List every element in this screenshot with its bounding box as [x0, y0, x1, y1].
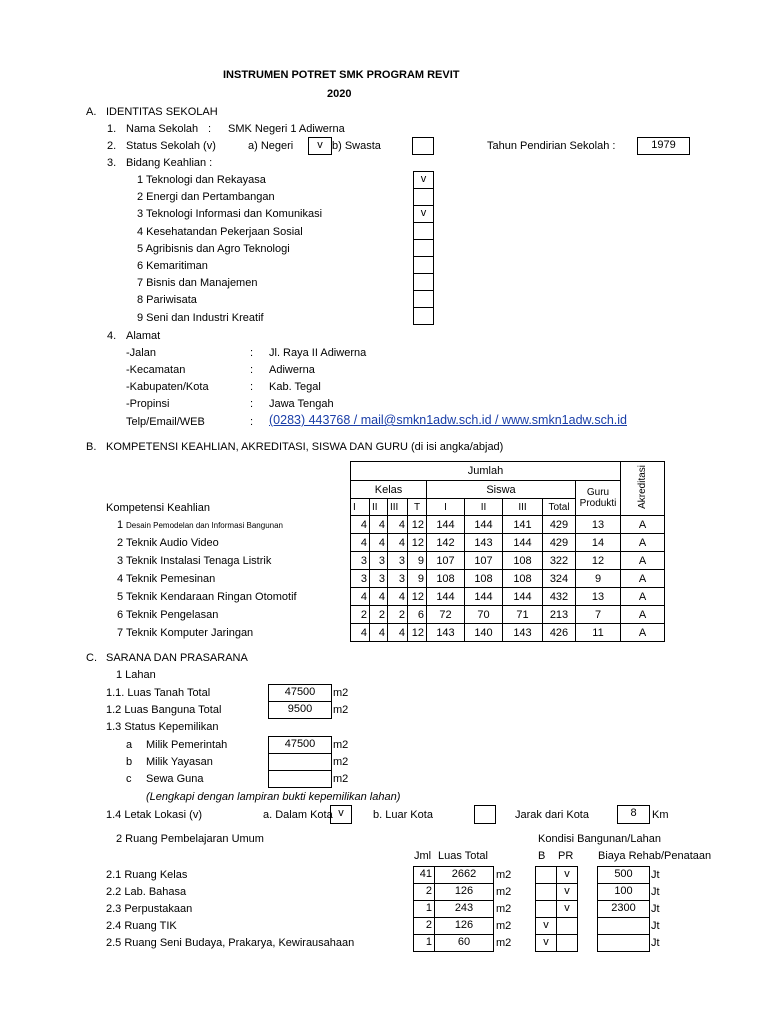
- kompetensi-cell-guru[interactable]: 14: [576, 534, 621, 552]
- kompetensi-name: Teknik Pengelasan: [126, 609, 219, 621]
- col-jml-header: Jml: [414, 850, 432, 862]
- kompetensi-cell-k2[interactable]: 4: [370, 534, 388, 552]
- kompetensi-name: Teknik Kendaraan Ringan Otomotif: [126, 591, 297, 603]
- ruang-kondisi-pr[interactable]: [556, 934, 578, 952]
- kompetensi-cell-k2[interactable]: 3: [370, 570, 388, 588]
- telp-label: Telp/Email/WEB: [126, 416, 205, 428]
- bidang-checkbox[interactable]: [413, 290, 434, 308]
- lengkapi-note: (Lengkapi dengan lampiran bukti kepemilikan lahan): [146, 791, 401, 803]
- negeri-label: a) Negeri: [248, 140, 294, 152]
- kompetensi-cell-s1[interactable]: 107: [427, 552, 465, 570]
- telp-colon: :: [250, 416, 254, 428]
- nama-colon: :: [208, 123, 212, 135]
- status-sekolah-label: Status Sekolah (v): [126, 140, 216, 152]
- ruang-kondisi-b[interactable]: [535, 883, 557, 901]
- kompetensi-cell-guru[interactable]: 7: [576, 606, 621, 624]
- kompetensi-cell-st[interactable]: 213: [543, 606, 576, 624]
- ruang-kondisi-b[interactable]: v: [535, 917, 557, 935]
- unit-jt: Jt: [651, 903, 660, 915]
- kompetensi-cell-s2[interactable]: 140: [465, 624, 503, 642]
- lahan-label: 1 Lahan: [116, 669, 156, 681]
- bidang-checkbox[interactable]: [413, 307, 434, 325]
- kompetensi-name: Teknik Pemesinan: [126, 573, 216, 585]
- section-c-letter: C.: [86, 652, 97, 664]
- kompetensi-cell-k1[interactable]: 4: [351, 624, 370, 642]
- unit-jt: Jt: [651, 920, 660, 932]
- alamat-field-label: -Jalan: [126, 347, 156, 359]
- kepemilikan-value[interactable]: [268, 770, 332, 788]
- alamat-field-label: -Kabupaten/Kota: [126, 381, 209, 393]
- kompetensi-cell-k1[interactable]: 4: [351, 534, 370, 552]
- bidang-checkbox[interactable]: [413, 188, 434, 206]
- kompetensi-cell-s1[interactable]: 143: [427, 624, 465, 642]
- alamat-label: Alamat: [126, 330, 161, 342]
- unit-m2: m2: [496, 920, 512, 932]
- nama-sekolah-label: Nama Sekolah: [126, 123, 199, 135]
- kelas-col-header: I: [351, 499, 370, 516]
- luas-tanah-label: 1.1. Luas Tanah Total: [106, 687, 211, 699]
- kompetensi-cell-akr[interactable]: A: [621, 606, 665, 624]
- kompetensi-cell-k1[interactable]: 2: [351, 606, 370, 624]
- unit-m2: m2: [333, 704, 349, 716]
- letak-lokasi-label: 1.4 Letak Lokasi (v): [106, 809, 202, 821]
- kompetensi-number: 5: [117, 591, 124, 603]
- kompetensi-name: Teknik Instalasi Tenaga Listrik: [126, 555, 272, 567]
- ruang-luas[interactable]: 2662: [434, 866, 494, 884]
- ruang-luas[interactable]: 126: [434, 917, 494, 935]
- kompetensi-cell-st[interactable]: 324: [543, 570, 576, 588]
- unit-m2: m2: [333, 687, 349, 699]
- kompetensi-cell-s3[interactable]: 141: [503, 516, 543, 534]
- kompetensi-number: 4: [117, 573, 124, 585]
- kelas-header: Kelas: [351, 481, 427, 499]
- unit-m2: m2: [333, 756, 349, 768]
- bidang-checkbox[interactable]: [413, 222, 434, 240]
- kelas-col-header: T: [408, 499, 427, 516]
- kompetensi-cell-k3[interactable]: 3: [388, 570, 408, 588]
- kompetensi-cell-k1[interactable]: 3: [351, 552, 370, 570]
- kompetensi-cell-s3[interactable]: 143: [503, 624, 543, 642]
- bidang-checkbox[interactable]: v: [413, 205, 434, 223]
- alamat-colon: :: [250, 347, 254, 359]
- ruang-biaya[interactable]: [597, 917, 650, 935]
- kompetensi-cell-k2[interactable]: 2: [370, 606, 388, 624]
- kompetensi-row: [351, 516, 665, 534]
- bidang-checkbox[interactable]: v: [413, 171, 434, 189]
- bidang-item: 2 Energi dan Pertambangan: [137, 191, 275, 203]
- ruang-kondisi-pr[interactable]: v: [556, 883, 578, 901]
- kompetensi-cell-s3[interactable]: 144: [503, 588, 543, 606]
- ruang-kondisi-pr[interactable]: v: [556, 866, 578, 884]
- bidang-item: 9 Seni dan Industri Kreatif: [137, 312, 264, 324]
- alamat-field-value: Kab. Tegal: [269, 381, 321, 393]
- section-a-heading: IDENTITAS SEKOLAH: [106, 106, 218, 118]
- kompetensi-cell-kt[interactable]: 12: [408, 588, 427, 606]
- kompetensi-row: [351, 588, 665, 606]
- kompetensi-cell-akr[interactable]: A: [621, 570, 665, 588]
- kompetensi-row: [351, 624, 665, 642]
- unit-m2: m2: [333, 773, 349, 785]
- kompetensi-row: [351, 534, 665, 552]
- luas-tanah-value[interactable]: 47500: [268, 684, 332, 702]
- kompetensi-cell-s3[interactable]: 144: [503, 534, 543, 552]
- bidang-checkbox[interactable]: [413, 239, 434, 257]
- kondisi-label: Kondisi Bangunan/Lahan: [538, 833, 661, 845]
- jarak-unit: Km: [652, 809, 669, 821]
- section-b-letter: B.: [86, 441, 97, 453]
- kompetensi-cell-s2[interactable]: 144: [465, 588, 503, 606]
- ruang-label: 2.1 Ruang Kelas: [106, 869, 188, 881]
- col-b-header: B: [538, 850, 546, 862]
- unit-m2: m2: [496, 869, 512, 881]
- kompetensi-cell-kt[interactable]: 9: [408, 552, 427, 570]
- unit-m2: m2: [496, 937, 512, 949]
- bidang-item: 7 Bisnis dan Manajemen: [137, 277, 258, 289]
- bidang-item: 6 Kemaritiman: [137, 260, 208, 272]
- kompetensi-name: Teknik Audio Video: [126, 537, 219, 549]
- bidang-number: 3.: [107, 157, 117, 169]
- kepemilikan-letter: b: [126, 756, 133, 768]
- section-c-heading: SARANA DAN PRASARANA: [106, 652, 248, 664]
- kompetensi-cell-kt[interactable]: 6: [408, 606, 427, 624]
- jumlah-header: Jumlah: [351, 462, 621, 481]
- kelas-col-header: III: [388, 499, 408, 516]
- kompetensi-cell-kt[interactable]: 12: [408, 516, 427, 534]
- negeri-checkbox[interactable]: v: [308, 137, 332, 155]
- kepemilikan-value[interactable]: [268, 753, 332, 771]
- kompetensi-number: 1: [117, 519, 124, 531]
- kompetensi-cell-s2[interactable]: 70: [465, 606, 503, 624]
- unit-m2: m2: [333, 739, 349, 751]
- siswa-col-header: III: [503, 499, 543, 516]
- kepemilikan-label: Milik Yayasan: [146, 756, 213, 768]
- ruang-luas[interactable]: 126: [434, 883, 494, 901]
- unit-jt: Jt: [651, 886, 660, 898]
- kompetensi-cell-k3[interactable]: 4: [388, 534, 408, 552]
- ruang-jml[interactable]: 2: [413, 917, 435, 935]
- kompetensi-cell-st[interactable]: 429: [543, 516, 576, 534]
- kompetensi-cell-guru[interactable]: 9: [576, 570, 621, 588]
- ruang-luas[interactable]: 243: [434, 900, 494, 918]
- alamat-number: 4.: [107, 330, 117, 342]
- siswa-col-header: I: [427, 499, 465, 516]
- document-year: 2020: [327, 88, 352, 100]
- kompetensi-cell-s3[interactable]: 108: [503, 570, 543, 588]
- kompetensi-cell-kt[interactable]: 12: [408, 534, 427, 552]
- kelas-col-header: II: [370, 499, 388, 516]
- ruang-luas[interactable]: 60: [434, 934, 494, 952]
- akreditasi-header-text: Akreditasi: [637, 465, 648, 509]
- ruang-kondisi-b[interactable]: [535, 900, 557, 918]
- jarak-value[interactable]: 8: [617, 805, 650, 824]
- kompetensi-cell-akr[interactable]: A: [621, 534, 665, 552]
- status-number: 2.: [107, 140, 117, 152]
- kompetensi-cell-k2[interactable]: 4: [370, 588, 388, 606]
- ruang-kondisi-pr[interactable]: v: [556, 900, 578, 918]
- kompetensi-cell-s1[interactable]: 144: [427, 588, 465, 606]
- bidang-keahlian-label: Bidang Keahlian :: [126, 157, 213, 169]
- kompetensi-cell-s1[interactable]: 72: [427, 606, 465, 624]
- ruang-biaya[interactable]: 100: [597, 883, 650, 901]
- kompetensi-cell-kt[interactable]: 12: [408, 624, 427, 642]
- ruang-pembelajaran-label: 2 Ruang Pembelajaran Umum: [116, 833, 264, 845]
- kompetensi-cell-s2[interactable]: 107: [465, 552, 503, 570]
- kompetensi-cell-st[interactable]: 429: [543, 534, 576, 552]
- kompetensi-cell-s2[interactable]: 108: [465, 570, 503, 588]
- status-kepemilikan-label: 1.3 Status Kepemilikan: [106, 721, 219, 733]
- kompetensi-cell-guru[interactable]: 12: [576, 552, 621, 570]
- kompetensi-cell-k2[interactable]: 4: [370, 516, 388, 534]
- ruang-kondisi-pr[interactable]: [556, 917, 578, 935]
- alamat-field-value: Jawa Tengah: [269, 398, 334, 410]
- alamat-colon: :: [250, 364, 254, 376]
- kompetensi-cell-akr[interactable]: A: [621, 624, 665, 642]
- kompetensi-cell-k2[interactable]: 3: [370, 552, 388, 570]
- kompetensi-name: Desain Pemodelan dan Informasi Bangunan: [126, 521, 283, 530]
- siswa-col-header: II: [465, 499, 503, 516]
- kepemilikan-letter: c: [126, 773, 132, 785]
- kompetensi-cell-k3[interactable]: 4: [388, 516, 408, 534]
- kompetensi-cell-k3[interactable]: 2: [388, 606, 408, 624]
- kompetensi-row: [351, 570, 665, 588]
- bidang-checkbox[interactable]: [413, 256, 434, 274]
- dalam-kota-label: a. Dalam Kota: [263, 809, 333, 821]
- kompetensi-cell-s2[interactable]: 143: [465, 534, 503, 552]
- swasta-label: b) Swasta: [332, 140, 381, 152]
- col-luas-header: Luas Total: [438, 850, 488, 862]
- jarak-label: Jarak dari Kota: [515, 809, 589, 821]
- ruang-biaya[interactable]: 500: [597, 866, 650, 884]
- unit-m2: m2: [496, 886, 512, 898]
- bidang-item: 5 Agribisnis dan Agro Teknologi: [137, 243, 290, 255]
- kompetensi-number: 6: [117, 609, 124, 621]
- bidang-item: 1 Teknologi dan Rekayasa: [137, 174, 266, 186]
- kompetensi-cell-akr[interactable]: A: [621, 552, 665, 570]
- kompetensi-cell-k3[interactable]: 3: [388, 552, 408, 570]
- guru-header: Guru Produkti: [576, 481, 621, 516]
- luas-bangunan-value[interactable]: 9500: [268, 701, 332, 719]
- ruang-jml[interactable]: 41: [413, 866, 435, 884]
- bidang-checkbox[interactable]: [413, 273, 434, 291]
- section-a-letter: A.: [86, 106, 97, 118]
- bidang-item: 3 Teknologi Informasi dan Komunikasi: [137, 208, 323, 220]
- kompetensi-cell-guru[interactable]: 13: [576, 588, 621, 606]
- unit-jt: Jt: [651, 937, 660, 949]
- alamat-field-label: -Propinsi: [126, 398, 170, 410]
- tahun-pendirian-label: Tahun Pendirian Sekolah :: [487, 140, 616, 152]
- kompetensi-number: 3: [117, 555, 124, 567]
- col-pr-header: PR: [558, 850, 574, 862]
- ruang-jml[interactable]: 1: [413, 900, 435, 918]
- bidang-checkbox-column: [413, 171, 434, 325]
- alamat-colon: :: [250, 398, 254, 410]
- kompetensi-cell-guru[interactable]: 11: [576, 624, 621, 642]
- kompetensi-cell-st[interactable]: 322: [543, 552, 576, 570]
- swasta-checkbox[interactable]: [412, 137, 434, 155]
- kompetensi-cell-st[interactable]: 426: [543, 624, 576, 642]
- ruang-biaya[interactable]: 2300: [597, 900, 650, 918]
- kompetensi-table: [350, 461, 665, 642]
- kompetensi-number: 7: [117, 627, 124, 639]
- ruang-label: 2.2 Lab. Bahasa: [106, 886, 187, 898]
- col-biaya-header: Biaya Rehab/Penataan: [598, 850, 712, 862]
- kompetensi-cell-akr[interactable]: A: [621, 588, 665, 606]
- unit-m2: m2: [496, 903, 512, 915]
- kepemilikan-label: Milik Pemerintah: [146, 739, 228, 751]
- luas-bangunan-label: 1.2 Luas Banguna Total: [106, 704, 222, 716]
- bidang-item: 4 Kesehatandan Pekerjaan Sosial: [137, 226, 303, 238]
- alamat-field-label: -Kecamatan: [126, 364, 186, 376]
- nama-sekolah-value: SMK Negeri 1 Adiwerna: [228, 123, 345, 135]
- ruang-label: 2.5 Ruang Seni Budaya, Prakarya, Kewirausahaan: [106, 937, 355, 949]
- kompetensi-number: 2: [117, 537, 124, 549]
- kompetensi-cell-k1[interactable]: 3: [351, 570, 370, 588]
- contact-link[interactable]: (0283) 443768 / mail@smkn1adw.sch.id / www.smkn1adw.sch.id: [269, 413, 627, 427]
- ruang-jml[interactable]: 1: [413, 934, 435, 952]
- luar-kota-label: b. Luar Kota: [373, 809, 433, 821]
- document-title: INSTRUMEN POTRET SMK PROGRAM REVIT: [223, 69, 460, 81]
- ruang-label: 2.4 Ruang TIK: [106, 920, 177, 932]
- kompetensi-cell-k1[interactable]: 4: [351, 516, 370, 534]
- kepemilikan-letter: a: [126, 739, 133, 751]
- siswa-col-header: Total: [543, 499, 576, 516]
- luar-kota-checkbox[interactable]: [474, 805, 496, 824]
- alamat-colon: :: [250, 381, 254, 393]
- kepemilikan-label: Sewa Guna: [146, 773, 204, 785]
- kompetensi-cell-s1[interactable]: 144: [427, 516, 465, 534]
- kompetensi-row-header: Kompetensi Keahlian: [106, 502, 210, 514]
- kompetensi-cell-s2[interactable]: 144: [465, 516, 503, 534]
- unit-jt: Jt: [651, 869, 660, 881]
- akreditasi-header: [621, 462, 665, 516]
- kompetensi-cell-k2[interactable]: 4: [370, 624, 388, 642]
- kompetensi-row: [351, 606, 665, 624]
- kompetensi-cell-st[interactable]: 432: [543, 588, 576, 606]
- tahun-pendirian-value[interactable]: 1979: [637, 137, 690, 155]
- kompetensi-cell-akr[interactable]: A: [621, 516, 665, 534]
- kompetensi-row: [351, 552, 665, 570]
- kepemilikan-value[interactable]: 47500: [268, 736, 332, 754]
- kompetensi-cell-s3[interactable]: 108: [503, 552, 543, 570]
- ruang-label: 2.3 Perpustakaan: [106, 903, 193, 915]
- dalam-kota-checkbox[interactable]: v: [330, 805, 352, 824]
- kompetensi-cell-guru[interactable]: 13: [576, 516, 621, 534]
- kompetensi-cell-s3[interactable]: 71: [503, 606, 543, 624]
- bidang-item: 8 Pariwisata: [137, 294, 197, 306]
- alamat-field-value: Adiwerna: [269, 364, 315, 376]
- ruang-jml[interactable]: 2: [413, 883, 435, 901]
- alamat-field-value: Jl. Raya II Adiwerna: [269, 347, 367, 359]
- ruang-biaya[interactable]: [597, 934, 650, 952]
- ruang-kondisi-b[interactable]: v: [535, 934, 557, 952]
- kompetensi-cell-s1[interactable]: 108: [427, 570, 465, 588]
- kompetensi-cell-kt[interactable]: 9: [408, 570, 427, 588]
- kompetensi-cell-k3[interactable]: 4: [388, 588, 408, 606]
- section-b-heading: KOMPETENSI KEAHLIAN, AKREDITASI, SISWA DAN GURU (di isi angka/abjad): [106, 441, 504, 453]
- ruang-kondisi-b[interactable]: [535, 866, 557, 884]
- kompetensi-cell-s1[interactable]: 142: [427, 534, 465, 552]
- kompetensi-name: Teknik Komputer Jaringan: [126, 627, 254, 639]
- siswa-header: Siswa: [427, 481, 576, 499]
- nama-number: 1.: [107, 123, 117, 135]
- kompetensi-cell-k3[interactable]: 4: [388, 624, 408, 642]
- kompetensi-cell-k1[interactable]: 4: [351, 588, 370, 606]
